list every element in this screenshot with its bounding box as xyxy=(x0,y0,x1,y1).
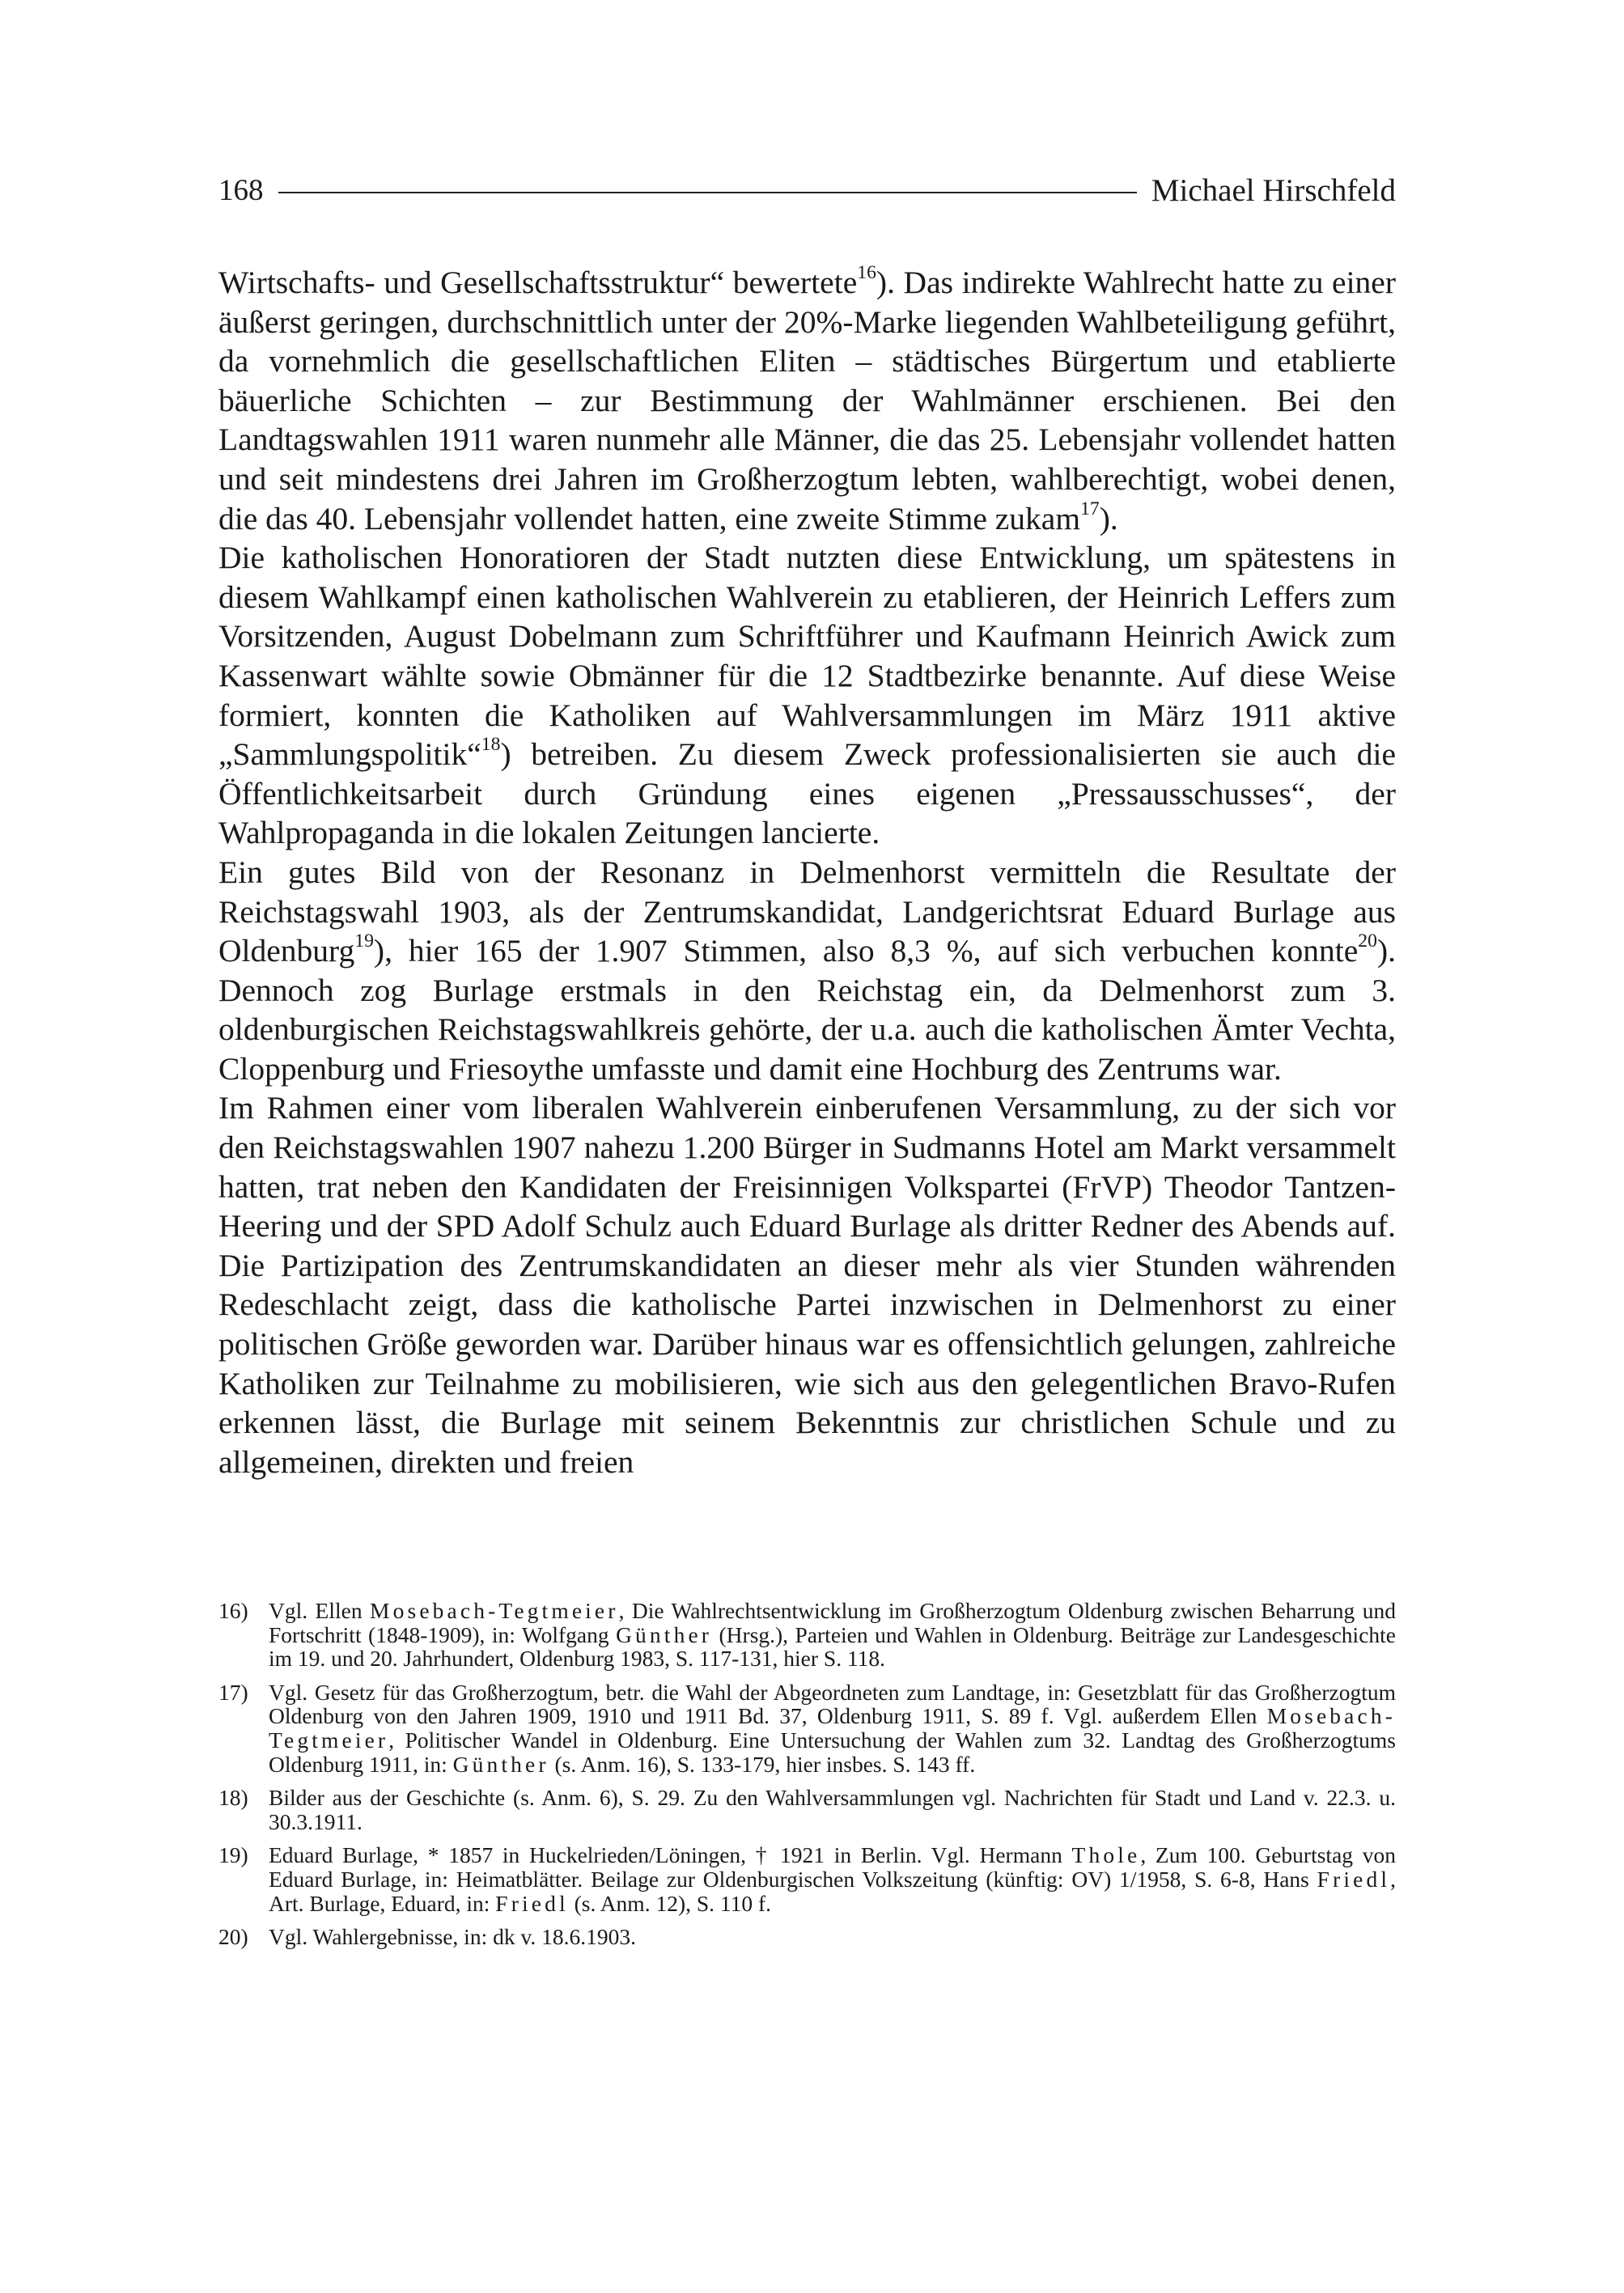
footnote-number: 16) xyxy=(218,1598,248,1623)
body-text xyxy=(218,263,1396,1481)
footnote-number: 19) xyxy=(218,1842,248,1868)
footnote-17 xyxy=(218,1681,1396,1776)
paragraph-2-text-b: ) betreiben. Zu diesem Zweck professionalisierten sie auch die Öffentlichkeitsarbeit durch Gründung eines eigenen „Pressausschusses“, der Wahlpropaganda in die lokalen Zeitungen lancierte. xyxy=(218,736,1396,851)
footnote-ref-17: 17 xyxy=(1080,498,1100,519)
footnote-ref-16: 16 xyxy=(857,262,876,284)
author-name: Mosebach-Tegtmeier xyxy=(269,1703,1396,1753)
footnote-ref-19: 19 xyxy=(354,930,374,952)
paragraph-3-text-a: Ein gutes Bild von der Resonanz in Delmenhorst vermitteln die Resultate der Reichstagswahl 1903, als der Zentrumskandidat, Landgerichtsrat Eduard Burlage aus Oldenburg xyxy=(218,854,1396,969)
footnote-number: 18) xyxy=(218,1785,248,1811)
footnote-text: Bilder aus der Geschichte (s. Anm. 6), S. 29. Zu den Wahlversammlungen vgl. Nachrichten für Stadt und Land v. 22.3. u. 30.3.1911. xyxy=(269,1785,1396,1834)
footnote-16 xyxy=(218,1599,1396,1671)
footnote-text xyxy=(269,1599,1396,1671)
footnote-text-b: , Zum 100. Geburtstag von Eduard Burlage, in: Heimatblätter. Beilage zur Oldenburgischen Volkszeitung (künftig: OV) 1/1958, S. 6-8, Hans xyxy=(269,1842,1396,1892)
paragraph-3 xyxy=(218,853,1396,1089)
footnote-text-c: , Art. Burlage, Eduard, in: xyxy=(269,1866,1396,1916)
paragraph-1-text-c: ). xyxy=(1099,500,1118,536)
author-name: Mosebach-Tegtmeier xyxy=(370,1598,619,1623)
footnote-text-a: Vgl. Gesetz für das Großherzogtum, betr. die Wahl der Abgeordneten zum Landtage, in: Gesetzblatt für das Großherzogtum Oldenburg von den Jahren 1909, 1910 und 1911 Bd. 37, Oldenburg 1911, S. 89 f. Vgl. außerdem Ellen xyxy=(269,1679,1396,1729)
footnote-number: 20) xyxy=(218,1924,248,1950)
running-head: Michael Hirschfeld xyxy=(1151,172,1396,208)
footnote-ref-20: 20 xyxy=(1358,930,1377,952)
footnote-18 xyxy=(218,1786,1396,1833)
author-name: Thole xyxy=(1071,1842,1141,1868)
paragraph-2 xyxy=(218,538,1396,853)
paragraph-4-text-a: Im Rahmen einer vom liberalen Wahlverein einberufenen Versammlung, zu der sich vor den Reichstagswahlen 1907 nahezu 1.200 Bürger in Sudmanns Hotel am Markt versammelt hatten, trat neben den Kandidaten der Freisinnigen Volkspartei (FrVP) Theodor Tantzen-Heering und der SPD Adolf Schulz auch Eduard Burlage als dritter Redner des Abends auf. Die Partizipation des Zentrumskandidaten an dieser mehr als vier Stunden währenden Redeschlacht zeigt, dass die katholische Partei inzwischen in Delmenhorst zu einer politischen Größe geworden war. Darüber hinaus war es offensichtlich gelungen, zahlreiche Katholiken zur Teilnahme zu mobilisieren, wie sich aus den gelegentlichen Bravo-Rufen erkennen lässt, die Burlage mit seinem Bekenntnis zur christlichen Schule und zu allgemeinen, direkten und freien xyxy=(218,1090,1396,1480)
paragraph-3-text-c: ). Dennoch zog Burlage erstmals in den Reichstag ein, da Delmenhorst zum 3. oldenburgischen Reichstagswahlkreis gehörte, der u.a. auch die katholischen Ämter Vechta, Cloppenburg und Friesoythe umfasste und damit eine Hochburg des Zentrums war. xyxy=(218,933,1396,1087)
header-rule xyxy=(278,192,1137,193)
footnote-text-d: (s. Anm. 12), S. 110 f. xyxy=(568,1890,772,1916)
footnote-text xyxy=(269,1843,1396,1915)
page-number: 168 xyxy=(218,173,264,207)
author-name: Günther xyxy=(616,1621,713,1647)
author-name: Friedl xyxy=(495,1890,569,1916)
footnote-19 xyxy=(218,1843,1396,1915)
author-name: Friedl xyxy=(1317,1866,1391,1892)
footnote-number: 17) xyxy=(218,1679,248,1705)
footnote-text: Vgl. Wahlergebnisse, in: dk v. 18.6.1903. xyxy=(269,1924,637,1950)
footnote-text-c: (s. Anm. 16), S. 133-179, hier insbes. S. 143 ff. xyxy=(549,1751,976,1777)
footnote-text xyxy=(269,1681,1396,1776)
paragraph-4 xyxy=(218,1088,1396,1481)
paragraph-1 xyxy=(218,263,1396,538)
footnote-text-a: Eduard Burlage, * 1857 in Huckelrieden/Löningen, † 1921 in Berlin. Vgl. Hermann xyxy=(269,1842,1072,1868)
paragraph-1-text-a: Wirtschafts- und Gesellschaftsstruktur“ bewertete xyxy=(218,265,858,300)
paragraph-2-text-a: Die katholischen Honoratioren der Stadt nutzten diese Entwicklung, um spätestens in diesem Wahlkampf einen katholischen Wahlverein zu etablieren, der Heinrich Leffers zum Vorsitzenden, August Dobelmann zum Schriftführer und Kaufmann Heinrich Awick zum Kassenwart wählte sowie Obmänner für die 12 Stadtbezirke benannte. Auf diese Weise formiert, konnten die Katholiken auf Wahlversammlungen im März 1911 aktive „Sammlungspolitik“ xyxy=(218,540,1396,773)
footnote-text-b: , Politischer Wandel in Oldenburg. Eine Untersuchung der Wahlen zum 32. Landtag des Großherzogtums Oldenburg 1911, in: xyxy=(269,1727,1396,1777)
page-header xyxy=(218,166,1396,214)
author-name: Günther xyxy=(452,1751,549,1777)
footnotes xyxy=(218,1599,1396,1959)
paragraph-3-text-b: ), hier 165 der 1.907 Stimmen, also 8,3 %, auf sich verbuchen konnte xyxy=(373,933,1359,969)
footnote-ref-18: 18 xyxy=(481,734,501,756)
footnote-text-a: Vgl. Ellen xyxy=(269,1598,371,1623)
paragraph-1-text-b: ). Das indirekte Wahlrecht hatte zu einer äußerst geringen, durchschnittlich unter der 20%-Marke liegenden Wahlbeteiligung geführt, da vornehmlich die gesellschaftlichen Eliten – städtisches Bürgertum und etablierte bäuerliche Schichten – zur Bestimmung der Wahlmänner erschienen. Bei den Landtagswahlen 1911 waren nunmehr alle Männer, die das 25. Lebensjahr vollendet hatten und seit mindestens drei Jahren im Großherzogtum lebten, wahlberechtigt, wobei denen, die das 40. Lebensjahr vollendet hatten, eine zweite Stimme zukam xyxy=(218,265,1396,536)
footnote-text-c: (Hrsg.), Parteien und Wahlen in Oldenburg. Beiträge zur Landesgeschichte im 19. und 20. Jahrhundert, Oldenburg 1983, S. 117-131, hier S. 118. xyxy=(269,1621,1396,1672)
footnote-20 xyxy=(218,1925,1396,1949)
footnote-text-b: , Die Wahlrechtsentwicklung im Großherzogtum Oldenburg zwischen Beharrung und Fortschritt (1848-1909), in: Wolfgang xyxy=(269,1598,1396,1647)
